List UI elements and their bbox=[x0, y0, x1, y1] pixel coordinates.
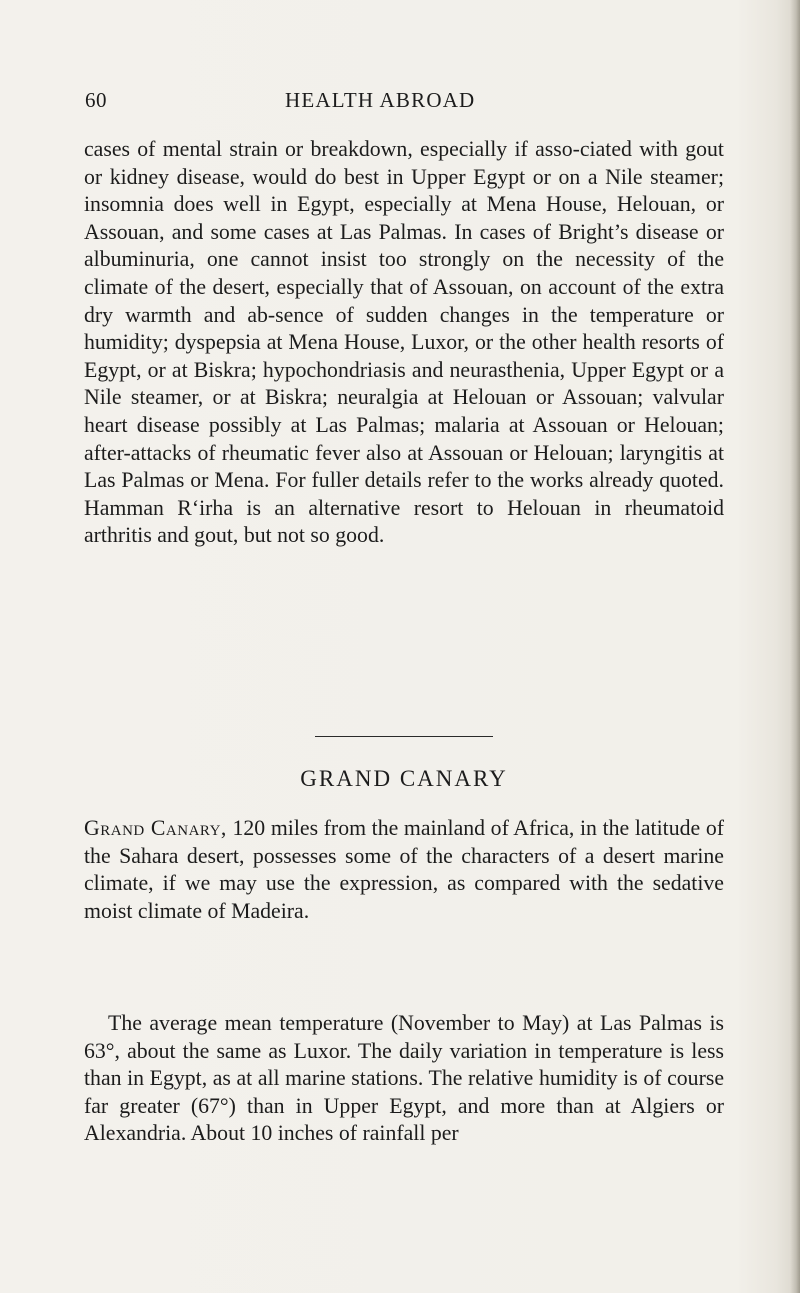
running-head: HEALTH ABROAD bbox=[285, 88, 476, 112]
paragraph-text: 120 miles from the mainland of Africa, in the latitude of the Sahara desert, possesses some of the characters of a desert marine climate, if we may use the expression, as compared with the sedative moist climate of Madeira. bbox=[84, 816, 724, 923]
lead-in-smallcaps: Grand Canary, bbox=[84, 816, 227, 840]
section-divider bbox=[315, 736, 493, 737]
page-header bbox=[85, 88, 725, 128]
paragraph-temperature: The average mean temperature (November to May) at Las Palmas is 63°, about the same as Luxor. The daily variation in temperature is less than in Egypt, as at all marine stations. The relative humidity is of course far greater (67°) than in Upper Egypt, and more than at Algiers or Alexandria. About 10 inches of rainfall per bbox=[84, 1011, 724, 1146]
section-heading: GRAND CANARY bbox=[300, 766, 508, 791]
page-edge-shadow bbox=[790, 0, 800, 1293]
paragraph-continuation: cases of mental strain or breakdown, especially if asso-ciated with gout or kidney disease, would do best in Upper Egypt or on a Nile steamer; insomnia does well in Egypt, especially at Mena House, Helouan, or Assouan, and some cases at Las Palmas. In cases of Bright’s disease or albuminuria, one cannot insist too strongly on the necessity of the climate of the desert, especially that of Assouan, on account of the extra dry warmth and ab-sence of sudden changes in the temperature or humidity; dyspepsia at Mena House, Luxor, or the other health resorts of Egypt, or at Biskra; hypochondriasis and neurasthenia, Upper Egypt or a Nile steamer, or at Biskra; neuralgia at Helouan or Assouan; valvular heart disease possibly at Las Palmas; malaria at Assouan or Helouan; after-attacks of rheumatic fever also at Assouan or Helouan; laryngitis at Las Palmas or Mena. For fuller details refer to the works already quoted. Hamman R‘irha is an alternative resort to Helouan in rheumatoid arthritis and gout, but not so good. bbox=[84, 137, 724, 548]
page-number: 60 bbox=[85, 88, 107, 112]
paragraph-grand-canary-intro bbox=[84, 815, 724, 925]
